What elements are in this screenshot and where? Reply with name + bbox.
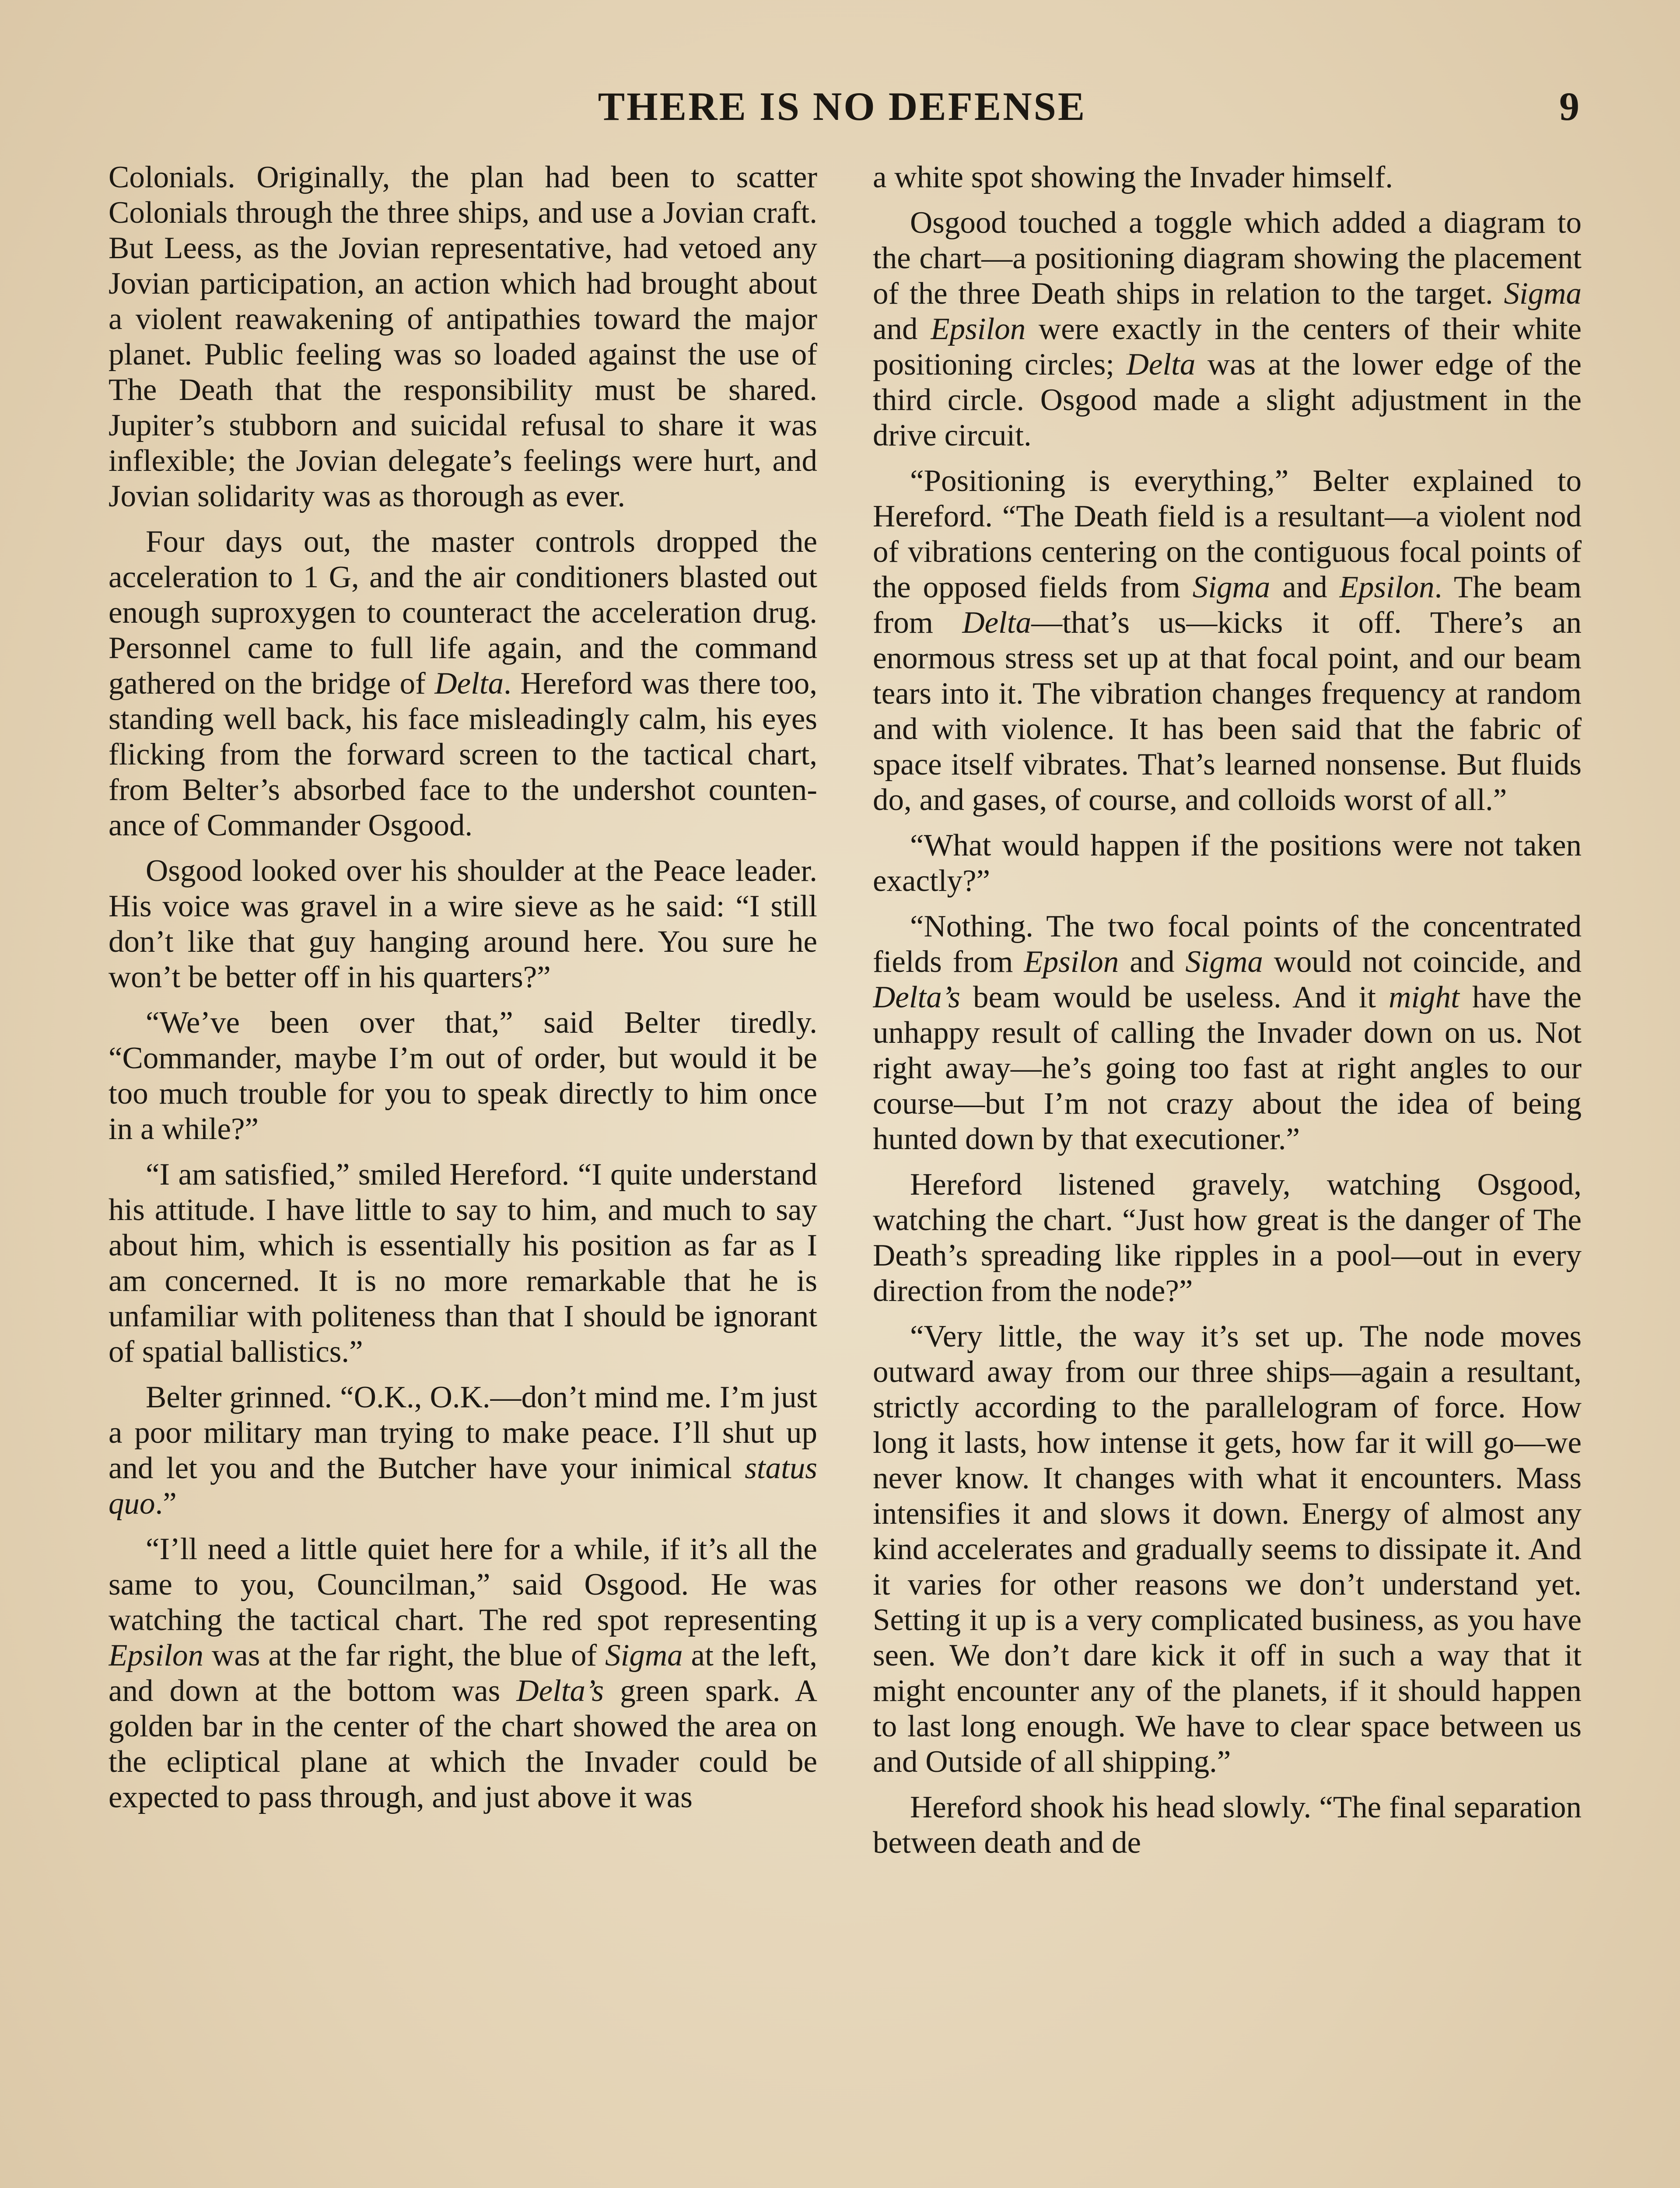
running-header xyxy=(105,83,1579,140)
ship-name: Epsilon xyxy=(931,312,1026,346)
paragraph xyxy=(108,1380,817,1522)
paragraph: a white spot showing the Invader himself. xyxy=(873,160,1393,194)
left-column xyxy=(108,160,817,2188)
ship-name: Delta xyxy=(1126,347,1196,382)
paragraph: Colonials. Originally, the plan had been to scatter Colonials through the three ships, and use a Jovian craft. But Leess, as the Jovian representative, had vetoed any Jovian participation, an action which had brought about a violent reawakening of antipathies toward the major planet. Public feeling was so loaded against the use of The Death that the responsibility must be shared. Jupiter’s stubborn and suicidal refusal to share it was inflexible; the Jovian delegate’s feelings were hurt, and Jovian solidarity was as thorough as ever. xyxy=(108,160,817,513)
ship-name: Sigma xyxy=(1504,277,1582,311)
paragraph xyxy=(108,1532,817,1815)
ship-name: Sigma xyxy=(1192,570,1270,604)
text-run: beam would be useless. And it xyxy=(960,980,1389,1014)
text-run: were exactly in the centers of their white positioning circles; xyxy=(873,312,1582,382)
ship-name: Epsilon xyxy=(1339,570,1435,604)
text-run: would not coincide, and xyxy=(1263,945,1582,979)
running-title: THERE IS NO DEFENSE xyxy=(598,84,1087,129)
text-run: “I’ll need a little quiet here for a while, if it’s all the same to you, Councilman,” said Osgood. He was watching the tactical chart. The red spot representing xyxy=(108,1532,817,1637)
paragraph: “What would happen if the positions were not taken exactly?” xyxy=(873,828,1582,898)
text-run: Osgood touched a toggle which added a diagram to the chart—a positioning diagram showing the placement of the three Death ships in relation to the target. xyxy=(873,206,1582,311)
ship-name: Sigma xyxy=(605,1638,683,1673)
text-run: “Positioning is everything,” Belter explained to Hereford. “The Death field is a resultant—a violent nod of vibrations centering on the contiguous focal points of the opposed fields from xyxy=(873,464,1582,604)
page-number: 9 xyxy=(1559,84,1579,129)
text-run: “Nothing. The two focal points of the concentrated fields from xyxy=(873,909,1582,979)
paragraph xyxy=(873,463,1582,818)
text-run: .” xyxy=(155,1487,177,1521)
paragraph xyxy=(873,205,1582,453)
ship-name: Epsilon xyxy=(108,1638,203,1673)
paragraph: “We’ve been over that,” said Belter tiredly. “Commander, maybe I’m out of order, but would it be too much trouble for you to speak directly to him once in a while?” xyxy=(108,1006,817,1146)
italic-phrase: might xyxy=(1389,980,1460,1014)
ship-name: Epsilon xyxy=(1024,945,1119,979)
text-run: and xyxy=(1270,570,1340,604)
italic-phrase: status quo xyxy=(108,1451,817,1521)
ship-name: Delta xyxy=(434,666,504,701)
ship-name: Sigma xyxy=(1185,945,1263,979)
paragraph xyxy=(873,909,1582,1157)
text-run: Belter grinned. “O.K., O.K.—don’t mind me. I’m just a poor military man trying to make peace. I’ll shut up and let you and the Butcher have your inimical xyxy=(108,1380,817,1485)
text-run: was at the lower edge of the third circle. Osgood made a slight adjustment in the drive circuit. xyxy=(873,347,1582,452)
text-run: have the unhappy result of calling the Invader down on us. Not right away—he’s going too fast at right angles to our course—but I’m not crazy about the idea of being hunted down by that executioner.” xyxy=(873,980,1582,1156)
text-run: at the left, and down at the bottom was xyxy=(108,1638,817,1708)
paragraph: “I am satisfied,” smiled Hereford. “I quite understand his attitude. I have little to say to him, and much to say about him, which is essentially his position as far as I am concerned. It is no more remarkable that he is unfamiliar with politeness than that I should be ignorant of spatial ballistics.” xyxy=(108,1157,817,1369)
ship-name: Delta’s xyxy=(516,1674,604,1708)
paragraph: “Very little, the way it’s set up. The node moves outward away from our three ships—again a resultant, strictly according to the parallelogram of force. How long it lasts, how intense it gets, how far it will go—we never know. It changes with what it encounters. Mass intensifies it and slows it down. Energy of almost any kind accelerates and gradually seems to dissipate it. And it varies for other reasons we don’t understand yet. Setting it up is a very complicated business, as you have seen. We don’t dare kick it off in such a way that it might encounter any of the planets, if it should happen to last long enough. We have to clear space between us and Outside of all shipping.” xyxy=(873,1319,1582,1779)
text-run: . Hereford was there too, standing well back, his face misleadingly calm, his eyes flicking from the forward screen to the tactical chart, from Belter’s absorbed face to the undershot countenance of Commander Osgood. xyxy=(108,666,817,842)
text-run: Four days out, the master controls dropped the acceleration to 1 G, and the air conditioners blasted out enough suproxygen to counteract the acceleration drug. Personnel came to full life again, and the command gathered on the bridge of xyxy=(108,525,817,701)
text-run: and xyxy=(873,312,931,346)
paragraph xyxy=(108,524,817,843)
text-run: green spark. A golden bar in the center of the chart showed the area on the ecliptical plane at which the Invader could be expected to pass through, and just above it was xyxy=(108,1674,817,1814)
ship-name: Delta xyxy=(962,606,1032,640)
paragraph: Osgood looked over his shoulder at the Peace leader. His voice was gravel in a wire sieve as he said: “I still don’t like that guy hanging around here. You sure he won’t be better off in his quarters?” xyxy=(108,854,817,994)
right-column xyxy=(873,160,1582,2188)
text-run: and xyxy=(1119,945,1186,979)
ship-name: Delta’s xyxy=(873,980,960,1014)
text-run: . The beam from xyxy=(873,570,1582,640)
text-run: was at the far right, the blue of xyxy=(203,1638,606,1673)
paragraph: Hereford listened gravely, watching Osgood, watching the chart. “Just how great is the danger of The Death’s spreading like ripples in a pool—out in every direction from the node?” xyxy=(873,1168,1582,1308)
paragraph: Hereford shook his head slowly. “The final separation between death and de xyxy=(873,1790,1582,1860)
text-run: —that’s us—kicks it off. There’s an enormous stress set up at that focal point, and our beam tears into it. The vibration changes frequency at random and with violence. It has been said that the fabric of space itself vibrates. That’s learned nonsense. But fluids do, and gases, of course, and colloids worst of all.” xyxy=(873,606,1582,817)
